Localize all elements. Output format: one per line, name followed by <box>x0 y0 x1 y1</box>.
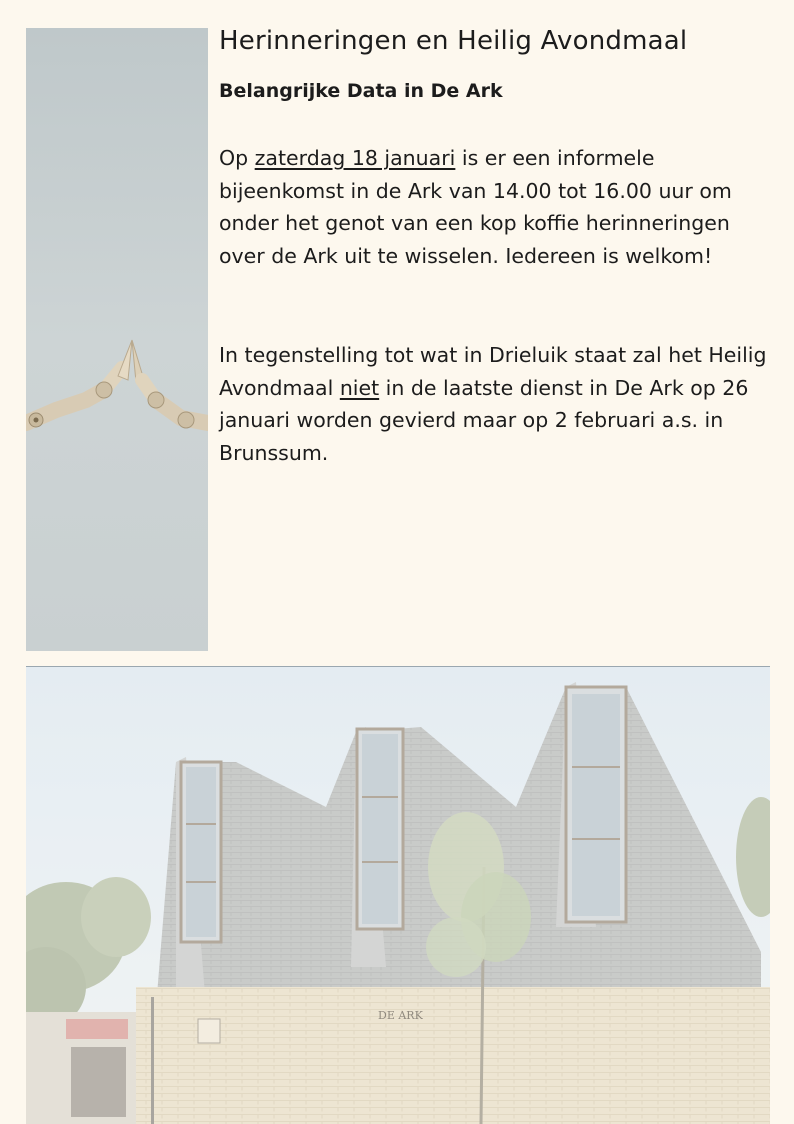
paragraph-reunion <box>219 142 779 272</box>
church-photo <box>26 666 770 1124</box>
emphasis-niet: niet <box>339 375 380 400</box>
page-title: Herinneringen en Heilig Avondmaal <box>219 26 688 56</box>
date-link[interactable]: zaterdag 18 januari <box>254 146 456 170</box>
paragraph-communion <box>219 339 779 469</box>
page-subtitle: Belangrijke Data in De Ark <box>219 80 503 102</box>
paragraph-reunion-pre: Op <box>219 146 255 170</box>
paragraph-reunion-post: is er een informele bijeenkomst in de Ark van 14.00 tot 16.00 uur om onder het genot van een kop koffie herinneringen over de Ark uit te wisselen. Iedereen is welkom! <box>219 146 732 268</box>
church-sign: DE ARK <box>378 1009 423 1022</box>
paragraph-communion-pre: In tegenstelling tot wat in Drieluik staat zal het Heilig Avondmaal <box>219 343 767 400</box>
mannequin-hands-image <box>26 28 208 651</box>
paragraph-communion-post: in de laatste dienst in De Ark op 26 januari worden gevierd maar op 2 februari a.s. in Brunssum. <box>219 375 749 465</box>
